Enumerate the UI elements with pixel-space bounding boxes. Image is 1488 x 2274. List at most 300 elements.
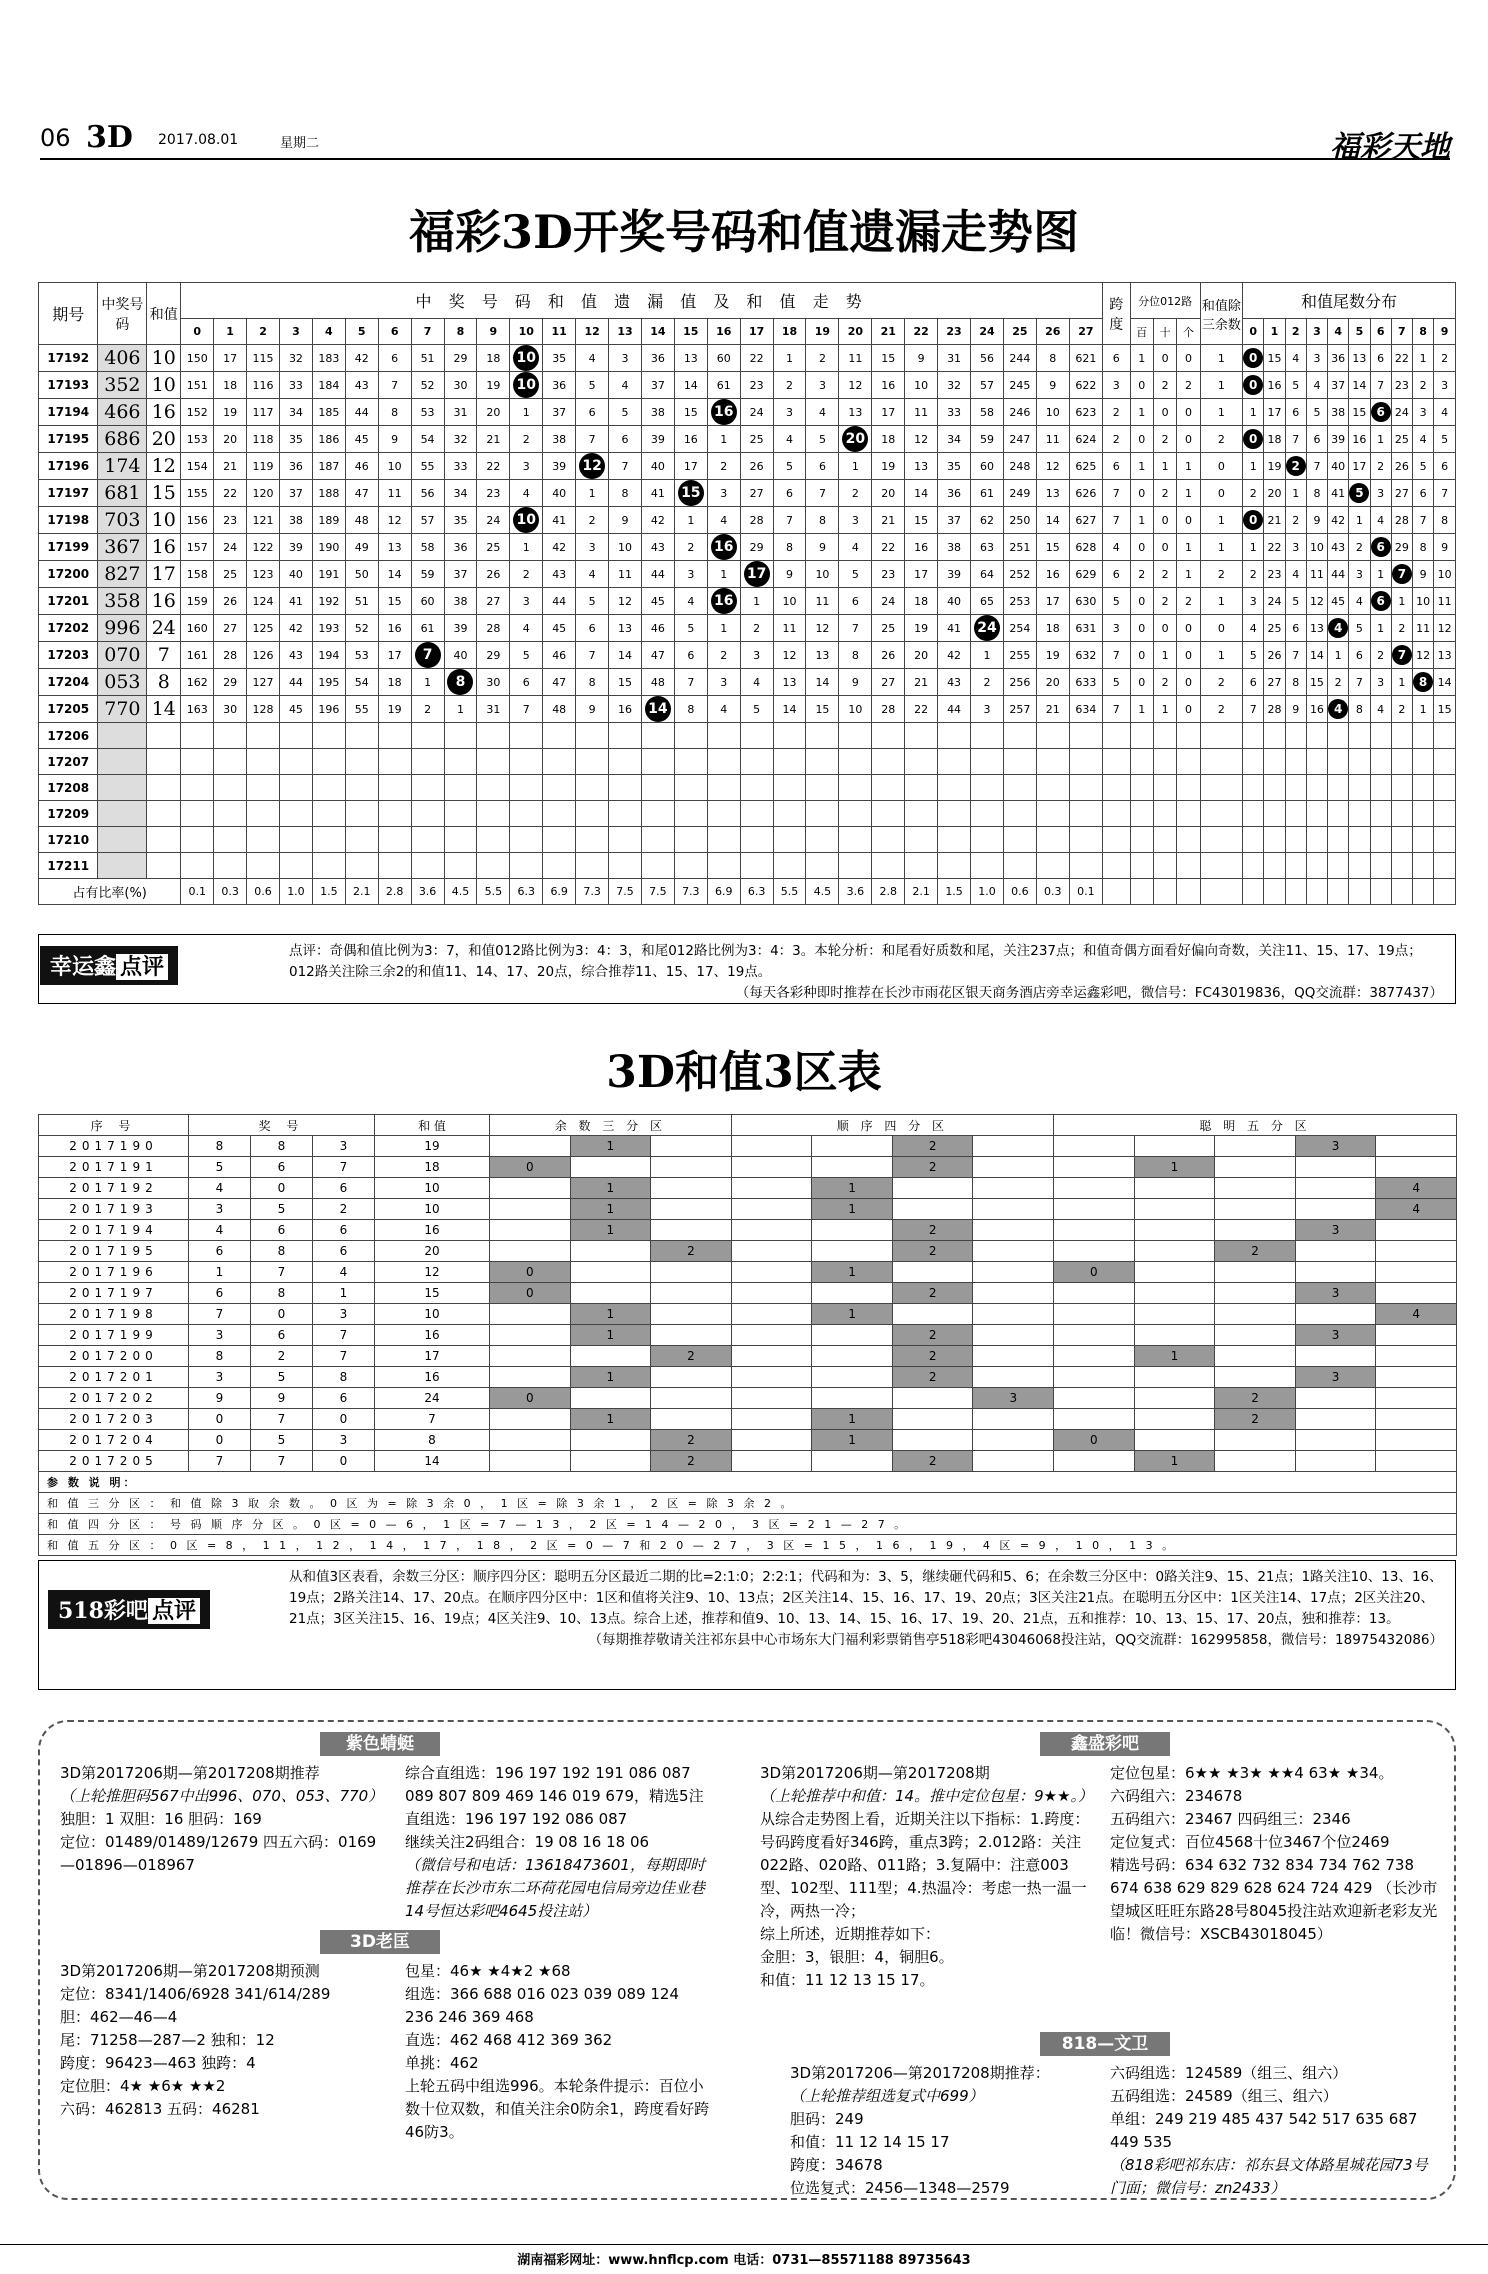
miss-cell [510, 345, 543, 372]
tail-cell: 1 [1285, 480, 1306, 507]
zone4-cell [731, 1178, 812, 1199]
tail-marker: 4 [1328, 618, 1348, 638]
miss-cell: 49 [345, 534, 378, 561]
sum-col-header: 16 [707, 319, 740, 345]
empty-cell [740, 801, 773, 827]
miss-cell: 13 [839, 399, 872, 426]
tail-cell: 9 [1285, 696, 1306, 723]
zone4-cell: 3 [973, 1388, 1054, 1409]
miss-cell: 44 [345, 399, 378, 426]
miss-cell: 13 [773, 669, 806, 696]
miss-cell: 15 [872, 345, 905, 372]
ratio-cell: 2.8 [378, 879, 411, 905]
miss-cell: 41 [641, 480, 674, 507]
tail-cell: 13 [1349, 345, 1370, 372]
tail-cell: 4 [1349, 588, 1370, 615]
zone3-cell [651, 1283, 732, 1304]
zone5-cell [1215, 1136, 1296, 1157]
empty-cell [872, 775, 905, 801]
miss-cell: 18 [1036, 615, 1069, 642]
miss-cell: 186 [312, 426, 345, 453]
tail-col-header: 1 [1264, 319, 1285, 345]
position-cell: 1 [1177, 534, 1200, 561]
tail-cell: 21 [1264, 507, 1285, 534]
tail-cell: 39 [1328, 426, 1349, 453]
empty-cell [279, 801, 312, 827]
table-row [39, 615, 1456, 642]
zone4-cell [892, 1430, 973, 1451]
digit-cell: 3 [313, 1136, 375, 1157]
miss-cell: 32 [279, 345, 312, 372]
tail-cell: 5 [1434, 426, 1456, 453]
empty-cell [147, 749, 181, 775]
empty-cell [1102, 879, 1130, 905]
sum-marker: 14 [645, 696, 671, 722]
miss-cell: 18 [477, 345, 510, 372]
zone5-cell: 1 [1134, 1346, 1215, 1367]
miss-cell: 13 [1036, 480, 1069, 507]
miss-cell: 8 [378, 399, 411, 426]
tail-cell: 10 [1413, 588, 1434, 615]
miss-cell: 257 [1003, 696, 1036, 723]
tail-cell: 25 [1391, 426, 1412, 453]
tail-cell: 15 [1306, 669, 1327, 696]
empty-cell [378, 775, 411, 801]
miss-cell: 26 [477, 561, 510, 588]
empty-cell [444, 801, 477, 827]
tail-cell: 14 [1349, 372, 1370, 399]
miss-cell: 39 [641, 426, 674, 453]
miss-cell: 3 [707, 669, 740, 696]
miss-cell: 2 [839, 480, 872, 507]
empty-cell [1069, 801, 1102, 827]
zone5-cell [1215, 1178, 1296, 1199]
sum-cell: 16 [375, 1220, 490, 1241]
table-row [39, 372, 1456, 399]
position-cell: 1 [1130, 345, 1153, 372]
tail-cell [1349, 480, 1370, 507]
miss-cell: 48 [345, 507, 378, 534]
empty-cell [839, 827, 872, 853]
digit-cell: 4 [189, 1178, 251, 1199]
sum-col-header: 6 [378, 319, 411, 345]
miss-cell: 33 [279, 372, 312, 399]
miss-cell: 155 [181, 480, 214, 507]
empty-cell [641, 775, 674, 801]
zone4-cell [973, 1325, 1054, 1346]
header-zone4: 顺 序 四 分 区 [731, 1115, 1053, 1136]
empty-cell [905, 853, 938, 879]
miss-cell: 1 [576, 480, 609, 507]
zone5-cell: 3 [1295, 1367, 1376, 1388]
miss-cell: 47 [543, 669, 576, 696]
remainder-cell: 0 [1200, 480, 1242, 507]
miss-cell: 634 [1069, 696, 1102, 723]
zone3-cell: 1 [570, 1325, 651, 1346]
ratio-cell: 7.3 [576, 879, 609, 905]
position-cell: 2 [1153, 669, 1176, 696]
zone3-cell: 1 [570, 1199, 651, 1220]
zone5-cell [1134, 1178, 1215, 1199]
zone5-cell [1134, 1283, 1215, 1304]
empty-cell [214, 853, 247, 879]
empty-cell [971, 775, 1004, 801]
tail-cell: 23 [1264, 561, 1285, 588]
miss-cell: 8 [839, 642, 872, 669]
remainder-cell: 1 [1200, 399, 1242, 426]
digit-cell: 3 [189, 1199, 251, 1220]
zone5-cell [1054, 1409, 1135, 1430]
empty-cell [773, 801, 806, 827]
span-cell: 5 [1102, 669, 1130, 696]
position-cell: 0 [1153, 615, 1176, 642]
empty-cell [510, 801, 543, 827]
miss-cell [510, 507, 543, 534]
miss-cell: 20 [214, 426, 247, 453]
tail-cell: 2 [1349, 534, 1370, 561]
empty-cell [773, 853, 806, 879]
empty-cell [1434, 749, 1456, 775]
header-trend: 中 奖 号 码 和 值 遗 漏 值 及 和 值 走 势 [181, 283, 1103, 319]
ratio-cell: 0.6 [1003, 879, 1036, 905]
issue-cell: 17210 [39, 827, 98, 853]
miss-cell: 11 [1036, 426, 1069, 453]
miss-cell: 42 [938, 642, 971, 669]
tail-cell [1243, 426, 1264, 453]
miss-cell: 154 [181, 453, 214, 480]
miss-cell: 2 [971, 669, 1004, 696]
zone4-cell [812, 1220, 893, 1241]
miss-cell: 1 [740, 588, 773, 615]
empty-cell [510, 827, 543, 853]
zone5-cell: 3 [1295, 1283, 1376, 1304]
empty-cell [477, 853, 510, 879]
sum-cell: 17 [375, 1346, 490, 1367]
panel4-label: 818—文卫 [1040, 2032, 1170, 2056]
miss-cell: 22 [477, 453, 510, 480]
miss-cell: 246 [1003, 399, 1036, 426]
issue-cell: 17207 [39, 749, 98, 775]
tail-cell: 2 [1328, 669, 1349, 696]
zone3-cell [651, 1178, 732, 1199]
header-zone3: 余 数 三 分 区 [490, 1115, 732, 1136]
empty-cell [147, 801, 181, 827]
zone5-cell [1215, 1430, 1296, 1451]
miss-cell: 3 [576, 534, 609, 561]
digit-cell: 2 [251, 1346, 313, 1367]
table-row [39, 399, 1456, 426]
zone4-cell: 2 [892, 1283, 973, 1304]
ratio-cell: 6.3 [740, 879, 773, 905]
empty-cell [576, 853, 609, 879]
miss-cell: 4 [510, 480, 543, 507]
zone5-cell [1054, 1325, 1135, 1346]
zone3-cell: 1 [570, 1367, 651, 1388]
miss-cell: 184 [312, 372, 345, 399]
empty-cell [1349, 827, 1370, 853]
miss-cell: 5 [609, 399, 642, 426]
empty-cell [444, 827, 477, 853]
miss-cell: 12 [806, 615, 839, 642]
number-cell: 996 [98, 615, 147, 642]
empty-cell [1200, 879, 1242, 905]
position-cell: 1 [1130, 696, 1153, 723]
zone4-cell: 1 [812, 1262, 893, 1283]
zone3-cell: 2 [651, 1451, 732, 1472]
span-cell: 2 [1102, 399, 1130, 426]
miss-cell: 25 [872, 615, 905, 642]
miss-cell: 626 [1069, 480, 1102, 507]
miss-cell: 30 [444, 372, 477, 399]
remainder-cell: 1 [1200, 372, 1242, 399]
panel-line: 定位：01489/01489/12679 四五六码：0169—01896—018967 [60, 1833, 377, 1874]
empty-cell [1391, 749, 1412, 775]
empty-cell [641, 853, 674, 879]
miss-cell: 19 [477, 372, 510, 399]
miss-cell: 37 [444, 561, 477, 588]
empty-cell [806, 827, 839, 853]
zone5-cell [1376, 1136, 1457, 1157]
tail-cell: 44 [1328, 561, 1349, 588]
empty-cell [641, 801, 674, 827]
zone3-cell [490, 1136, 571, 1157]
ratio-cell: 2.8 [872, 879, 905, 905]
empty-cell [1370, 775, 1391, 801]
empty-cell [279, 723, 312, 749]
empty-cell [247, 827, 280, 853]
header-sum: 和 值 [375, 1115, 490, 1136]
panel2-left [60, 1960, 390, 2121]
empty-cell [609, 749, 642, 775]
empty-cell [1413, 879, 1434, 905]
empty-cell [279, 775, 312, 801]
zone4-cell [731, 1367, 812, 1388]
miss-cell: 58 [971, 399, 1004, 426]
zone3-cell [490, 1346, 571, 1367]
miss-cell: 42 [641, 507, 674, 534]
zone5-cell [1134, 1430, 1215, 1451]
zone3-cell: 2 [651, 1430, 732, 1451]
empty-cell [181, 801, 214, 827]
miss-cell: 5 [510, 642, 543, 669]
zone4-cell [731, 1346, 812, 1367]
empty-cell [1200, 827, 1242, 853]
table-row [39, 1241, 1457, 1262]
miss-cell: 244 [1003, 345, 1036, 372]
sum-cell: 20 [375, 1241, 490, 1262]
empty-cell [345, 827, 378, 853]
miss-cell: 187 [312, 453, 345, 480]
empty-cell [181, 749, 214, 775]
panel-line: 单组：249 219 485 437 542 517 635 687 449 535 [1110, 2110, 1418, 2151]
miss-cell: 61 [411, 615, 444, 642]
empty-cell [1177, 827, 1200, 853]
tail-cell: 3 [1370, 669, 1391, 696]
empty-cell [872, 749, 905, 775]
panel2-label: 3D老匡 [320, 1930, 440, 1954]
empty-cell [872, 827, 905, 853]
sum-cell: 10 [375, 1304, 490, 1325]
header-no: 序 号 [39, 1115, 189, 1136]
miss-cell: 32 [444, 426, 477, 453]
header-zone5: 聪 明 五 分 区 [1054, 1115, 1457, 1136]
tail-marker: 0 [1243, 375, 1263, 395]
section2-title: 3D和值3区表 [606, 1047, 882, 1098]
tail-cell: 6 [1306, 426, 1327, 453]
empty-cell [1102, 749, 1130, 775]
empty-cell [872, 853, 905, 879]
miss-cell: 54 [345, 669, 378, 696]
miss-cell: 55 [345, 696, 378, 723]
remainder-cell: 2 [1200, 696, 1242, 723]
empty-cell [740, 749, 773, 775]
miss-cell: 194 [312, 642, 345, 669]
miss-cell: 3 [839, 507, 872, 534]
zone5-cell [1376, 1241, 1457, 1262]
miss-cell: 52 [411, 372, 444, 399]
panel-line: （上轮推荐组选复式中699） [790, 2087, 984, 2105]
empty-cell [1285, 827, 1306, 853]
number-cell: 070 [98, 642, 147, 669]
empty-cell [773, 723, 806, 749]
zone4-cell [973, 1409, 1054, 1430]
miss-cell: 41 [279, 588, 312, 615]
miss-cell: 42 [345, 345, 378, 372]
zone3-cell [490, 1178, 571, 1199]
sum-marker: 20 [842, 426, 868, 452]
digit-cell: 7 [313, 1346, 375, 1367]
empty-cell [872, 723, 905, 749]
empty-cell [1413, 723, 1434, 749]
empty-cell [345, 723, 378, 749]
span-cell: 6 [1102, 453, 1130, 480]
position-cell: 2 [1153, 480, 1176, 507]
empty-cell [806, 853, 839, 879]
empty-cell [1243, 723, 1264, 749]
ratio-cell: 6.3 [510, 879, 543, 905]
miss-cell: 42 [279, 615, 312, 642]
panel-line: 尾：71258—287—2 独和：12 [60, 2031, 275, 2049]
miss-cell: 22 [214, 480, 247, 507]
table-row-empty [39, 775, 1456, 801]
empty-cell [247, 853, 280, 879]
zone4-cell [892, 1178, 973, 1199]
empty-cell [1003, 775, 1036, 801]
empty-cell [147, 723, 181, 749]
empty-cell [1264, 723, 1285, 749]
miss-cell: 632 [1069, 642, 1102, 669]
miss-cell: 2 [576, 507, 609, 534]
zone5-cell [1215, 1262, 1296, 1283]
miss-cell: 150 [181, 345, 214, 372]
miss-cell: 122 [247, 534, 280, 561]
miss-cell: 53 [411, 399, 444, 426]
tail-cell: 42 [1328, 507, 1349, 534]
zone4-cell [812, 1157, 893, 1178]
position-cell: 1 [1177, 480, 1200, 507]
position-cell: 0 [1130, 615, 1153, 642]
empty-cell [674, 853, 707, 879]
empty-cell [1177, 879, 1200, 905]
zone5-cell [1054, 1136, 1135, 1157]
miss-cell: 9 [905, 345, 938, 372]
miss-cell: 4 [806, 399, 839, 426]
miss-cell: 12 [839, 372, 872, 399]
sum-col-header: 15 [674, 319, 707, 345]
empty-cell [1391, 801, 1412, 827]
empty-cell [1102, 723, 1130, 749]
miss-cell: 16 [905, 534, 938, 561]
panel-line: 从综合走势图上看，近期关注以下指标：1.跨度：号码跨度看好346跨，重点3跨；2.012路：关注022路、020路、011路；3.复隔中：注意003型、102型、111型；4.热温冷：考虑一热一温一冷，两热一冷； [760, 1810, 1090, 1920]
sum-marker: 16 [711, 399, 737, 425]
span-cell: 7 [1102, 507, 1130, 534]
miss-cell: 9 [773, 561, 806, 588]
zone3-cell [570, 1262, 651, 1283]
miss-cell: 3 [707, 480, 740, 507]
empty-cell [444, 749, 477, 775]
sum-cell: 19 [375, 1136, 490, 1157]
miss-cell: 4 [740, 669, 773, 696]
empty-cell [609, 723, 642, 749]
zone4-cell [892, 1262, 973, 1283]
empty-cell [147, 853, 181, 879]
miss-cell: 20 [872, 480, 905, 507]
miss-cell: 5 [806, 426, 839, 453]
trend-table [38, 282, 1456, 905]
empty-cell [971, 853, 1004, 879]
zone4-cell [731, 1430, 812, 1451]
miss-cell: 11 [773, 615, 806, 642]
digit-cell: 6 [313, 1178, 375, 1199]
miss-cell: 63 [971, 534, 1004, 561]
tail-cell: 27 [1264, 669, 1285, 696]
tail-marker: 0 [1243, 510, 1263, 530]
miss-cell: 31 [938, 345, 971, 372]
empty-cell [1370, 723, 1391, 749]
miss-cell: 2 [806, 345, 839, 372]
miss-cell: 31 [444, 399, 477, 426]
zone4-cell: 2 [892, 1220, 973, 1241]
digit-cell: 9 [251, 1388, 313, 1409]
miss-cell: 17 [1036, 588, 1069, 615]
empty-cell [576, 749, 609, 775]
empty-cell [147, 827, 181, 853]
miss-cell [707, 399, 740, 426]
panel-line: 单挑：462 [405, 2054, 479, 2072]
span-cell: 5 [1102, 588, 1130, 615]
sum-cell: 17 [147, 561, 181, 588]
zone3-cell: 2 [651, 1241, 732, 1262]
miss-cell: 28 [477, 615, 510, 642]
miss-cell: 10 [806, 561, 839, 588]
zone5-cell [1376, 1409, 1457, 1430]
empty-cell [345, 801, 378, 827]
zone3-cell: 1 [570, 1304, 651, 1325]
zone5-cell [1054, 1451, 1135, 1472]
miss-cell: 625 [1069, 453, 1102, 480]
tail-cell: 24 [1391, 399, 1412, 426]
zone3-cell [651, 1388, 732, 1409]
panel-line: （上轮推荐中和值：14。推中定位包星：9★★。） [760, 1787, 1094, 1805]
zone3-cell: 1 [570, 1409, 651, 1430]
miss-cell: 26 [214, 588, 247, 615]
ratio-cell: 4.5 [806, 879, 839, 905]
number-cell: 827 [98, 561, 147, 588]
digit-cell: 8 [251, 1241, 313, 1262]
miss-cell: 628 [1069, 534, 1102, 561]
zone4-cell: 1 [812, 1199, 893, 1220]
empty-cell [1434, 879, 1456, 905]
